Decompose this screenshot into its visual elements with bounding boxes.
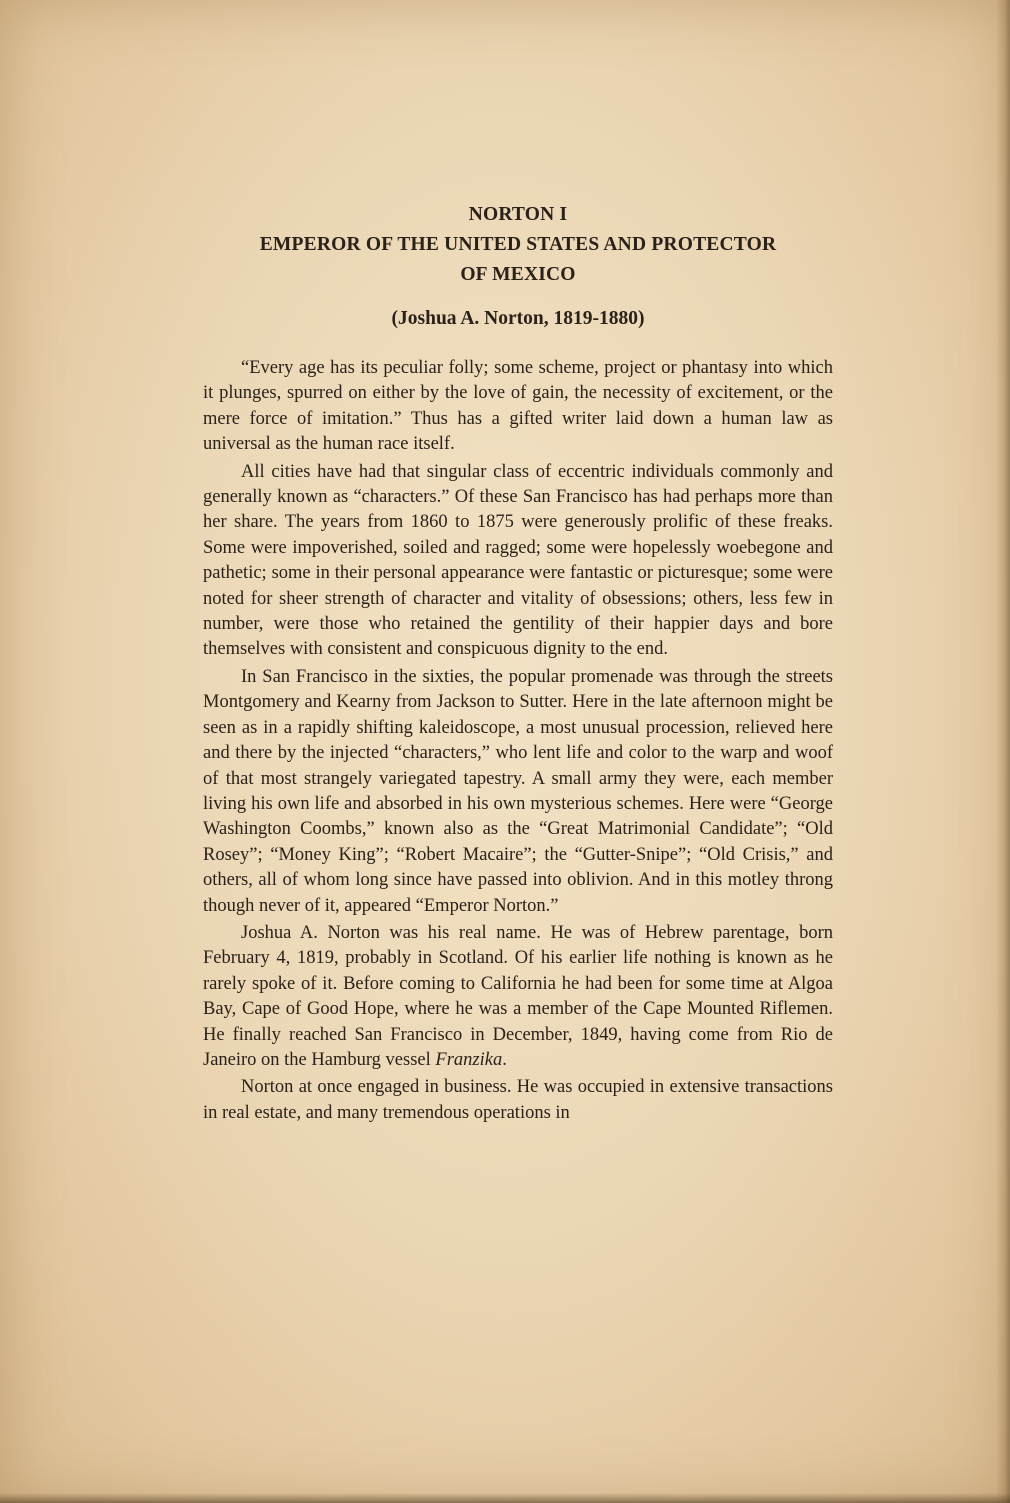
paragraph-4-text: Joshua A. Norton was his real name. He was of Hebrew parentage, born February 4, 1819, probably in Scotland. Of his earlier life nothing is known as he rarely spoke of it. Before coming to California he had been for some time at Algoa Bay, Cape of Good Hope, where he was a member of the Cape Mounted Riflemen. He finally reached San Francisco in December, 1849, having come from Rio de Janeiro on the Hamburg vessel bbox=[203, 922, 833, 1070]
vessel-name: Franzika bbox=[435, 1049, 503, 1070]
heading-line-3: OF MEXICO bbox=[460, 264, 576, 285]
page-edge-shadow bbox=[996, 0, 1010, 1503]
heading-line-1: NORTON I bbox=[468, 204, 568, 225]
page-bottom-edge bbox=[0, 1493, 1010, 1503]
article-heading bbox=[203, 200, 833, 290]
article bbox=[203, 200, 833, 1126]
paragraph-1: “Every age has its peculiar folly; some scheme, project or phantasy into which it plunges, spurred on either by the love of gain, the necessity of excitement, or the mere force of imitation.” Thus has a gifted writer laid down a human law as universal as the human race itself. bbox=[203, 358, 833, 455]
paragraph-2: All cities have had that singular class of eccentric individuals commonly and generally known as “characters.” Of these San Francisco has had perhaps more than her share. The years from 1860 to 1875 were generously prolific of these freaks. Some were impoverished, soiled and ragged; some were hopelessly woebegone and pathetic; some in their personal appearance were fantastic or picturesque; some were noted for sheer strength of character and vitality of obsessions; others, less few in number, were those who retained the gentility of their happier days and bore themselves with consistent and conspicuous dignity to the end. bbox=[203, 461, 833, 660]
paragraph-5: Norton at once engaged in business. He was occupied in extensive transactions in real estate, and many tremendous operations in bbox=[203, 1077, 833, 1123]
article-subtitle: (Joshua A. Norton, 1819-1880) bbox=[391, 308, 645, 329]
vessel-suffix: . bbox=[502, 1049, 507, 1070]
paragraph-3: In San Francisco in the sixties, the popular promenade was through the streets Montgomery and Kearny from Jackson to Sutter. Here in the late afternoon might be seen as in a rapidly shifting kaleidoscope, a most unusual procession, relieved here and there by the injected “characters,” who lent life and color to the warp and woof of that most strangely variegated tapestry. A small army they were, each member living his own life and absorbed in his own mysterious schemes. Here were “George Washington Coombs,” known also as the “Great Matrimonial Candidate”; “Old Rosey”; “Money King”; “Robert Macaire”; the “Gutter-Snipe”; “Old Crisis,” and others, all of whom long since have passed into oblivion. And in this motley throng though never of it, appeared “Emperor Norton.” bbox=[203, 666, 833, 916]
paragraph-4 bbox=[203, 921, 833, 1073]
heading-line-2: EMPEROR OF THE UNITED STATES AND PROTECTOR bbox=[259, 234, 777, 255]
